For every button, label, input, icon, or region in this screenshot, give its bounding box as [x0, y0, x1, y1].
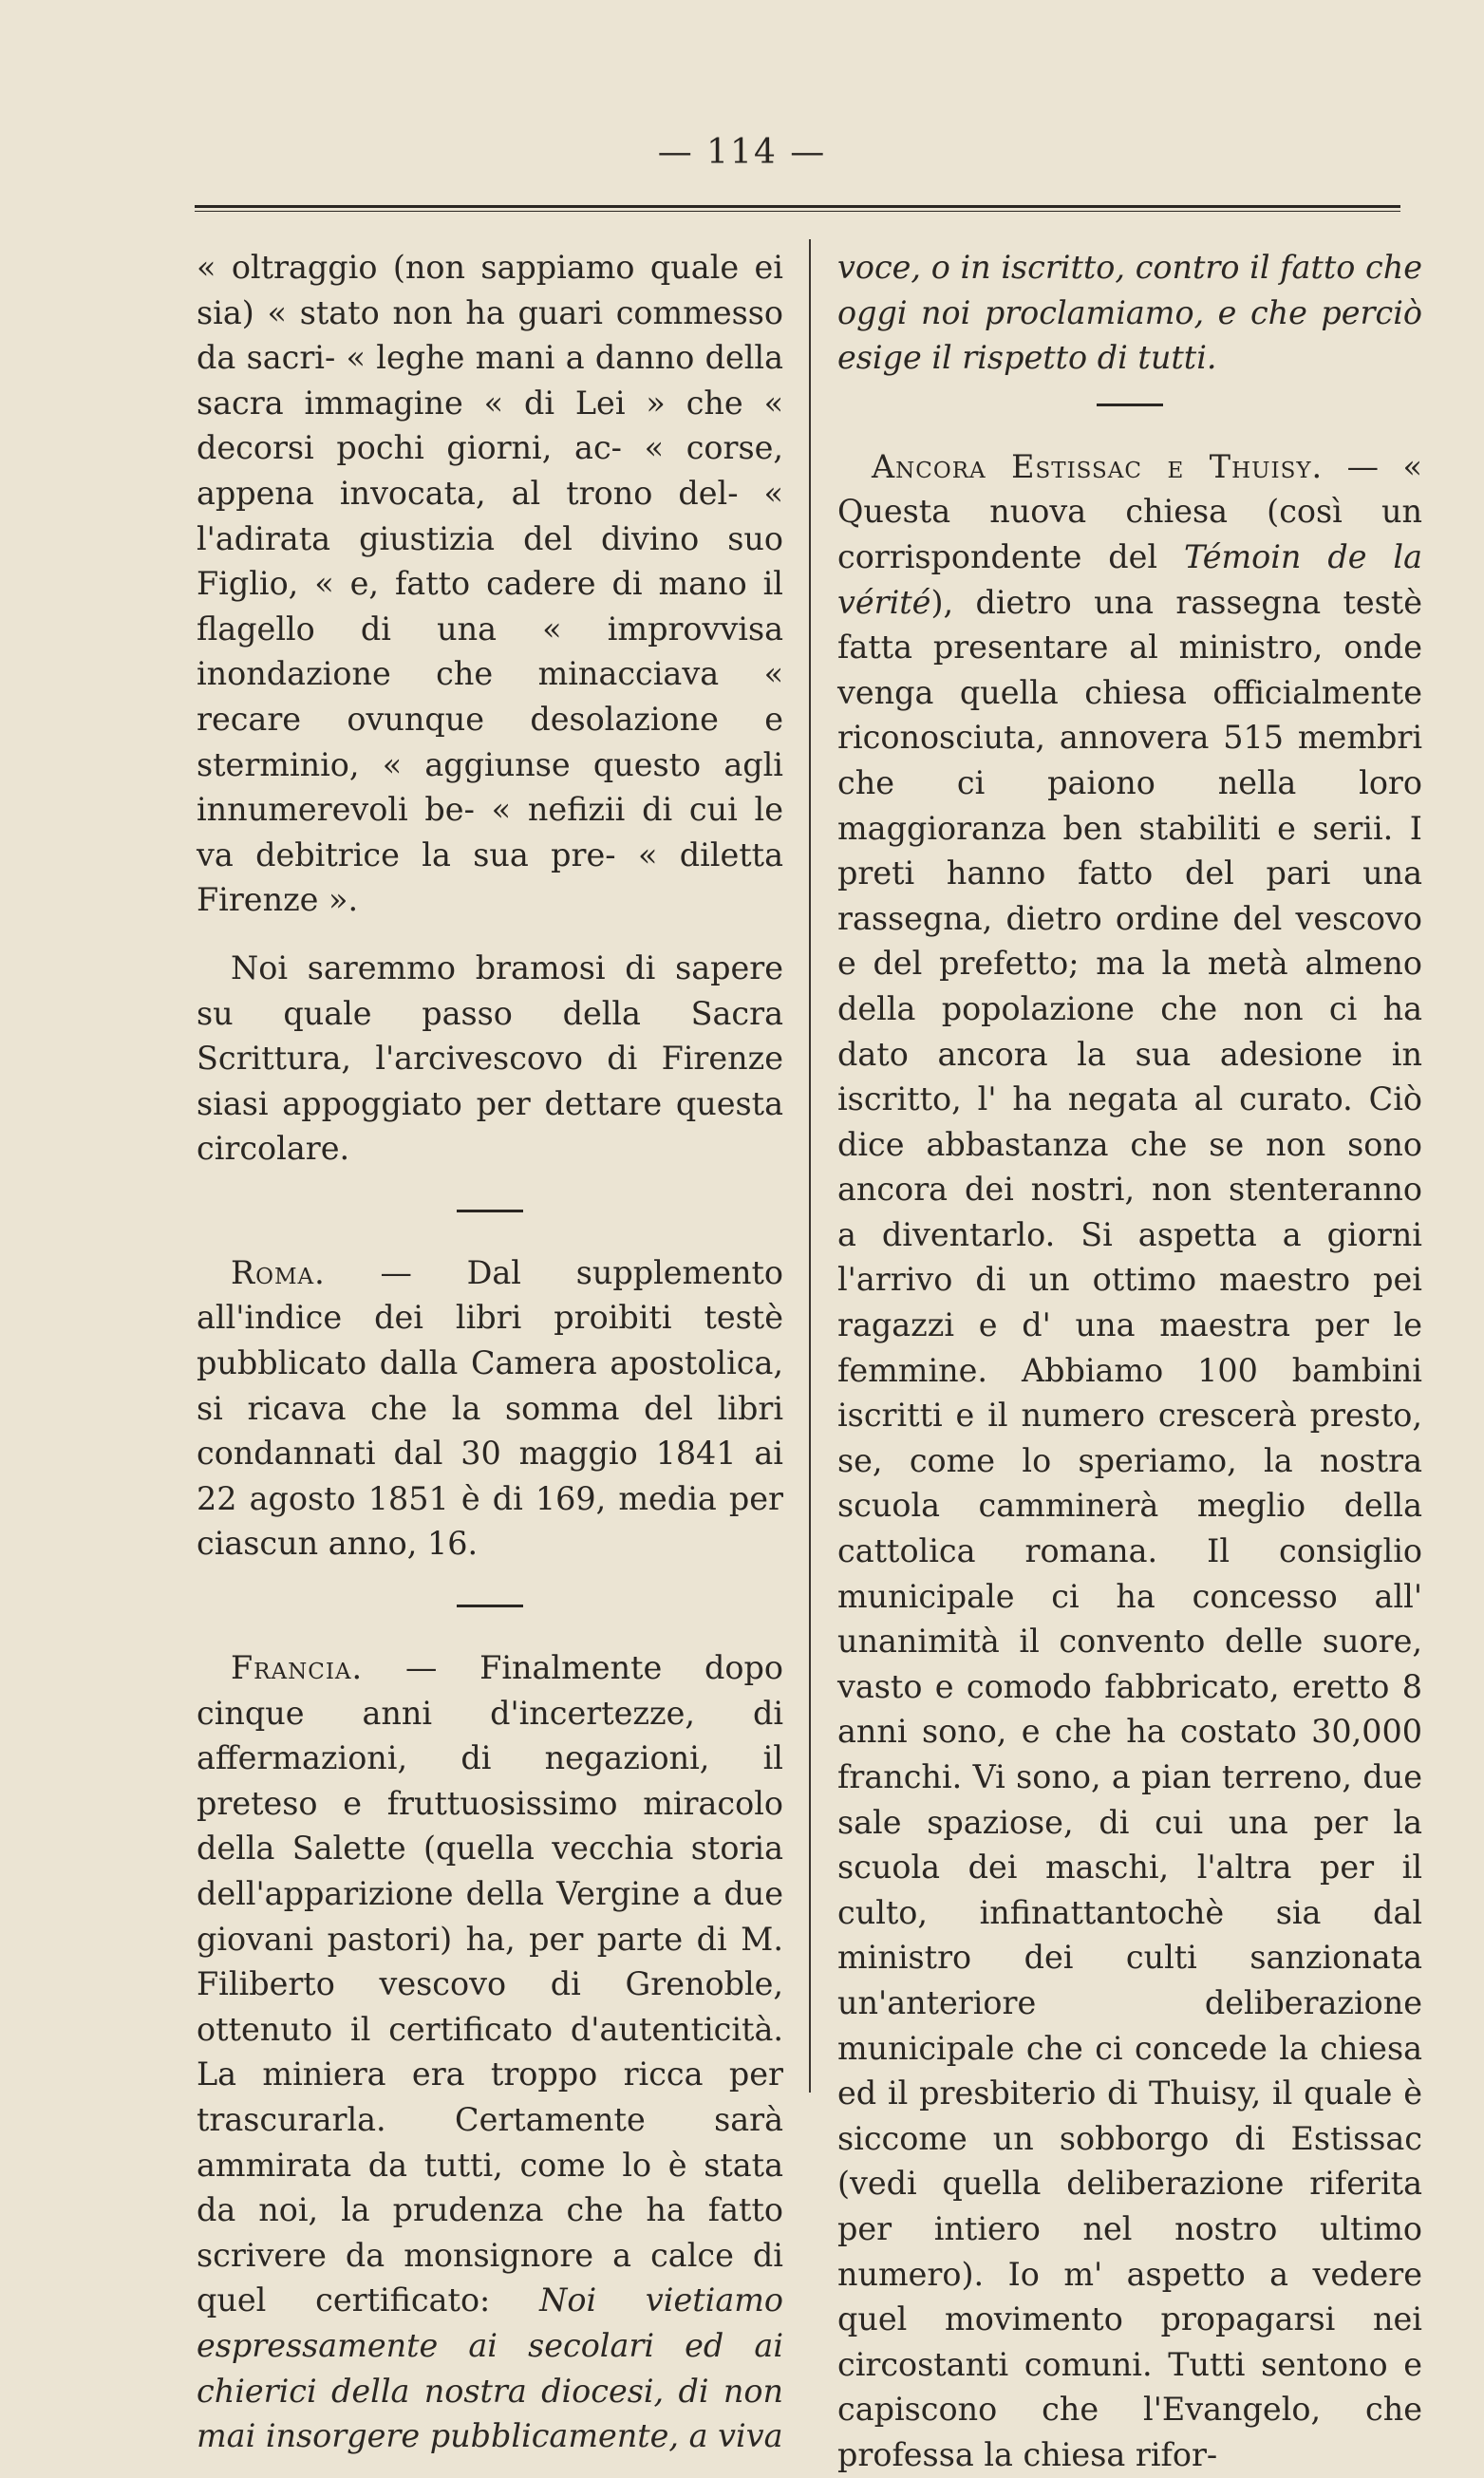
- ancora-heading: Ancora Estissac e Thuisy.: [872, 447, 1324, 485]
- ancora-italic-title: Témoin de la vérité: [837, 537, 1423, 621]
- left-column: [197, 245, 783, 2459]
- francia-italic-text: Noi vietiamo espressamente ai secolari ed ai chierici della nostra diocesi, di non mai insorgere pubblicamente, a viva: [197, 2281, 784, 2455]
- quote-paragraph: « oltraggio (non sappiamo quale ei sia) « stato non ha guari commesso da sacri- « leghe mani a danno della sacra immagine « di Lei » che « decorsi pochi giorni, ac- « corse, appena invocata, al trono del- « l'adirata giustizia del divino suo Figlio, « e, fatto cadere di mano il flagello di una « improvvisa inondazione che minacciava « recare ovunque desolazione e sterminio, « aggiunse questo agli innumerevoli be- « nefizii di cui le va debitrice la sua pre- « diletta Firenze ».: [197, 249, 783, 919]
- francia-heading: Francia.: [231, 1649, 364, 1687]
- header-rule: [195, 205, 1400, 212]
- francia-text: — Finalmente dopo cinque anni d'incertezze, di affermazioni, di negazioni, il preteso e fruttuosissimo miracolo della Salette (quella vecchia storia dell'apparizione della Vergine a due giovani pastori) ha, per parte di M. Filiberto vescovo di Grenoble, ottenuto il certificato d'autenticità. La miniera era troppo ricca per trascurarla. Certamente sarà ammirata da tutti, come lo è stata da noi, la prudenza che ha fatto scrivere da monsignore a calce di quel certificato:: [197, 1649, 783, 2319]
- continued-quote: voce, o in iscritto, contro il fatto che oggi noi proclamiamo, e che perciò esige il rispetto di tutti.: [837, 249, 1422, 377]
- page-number: — 114 —: [657, 133, 827, 172]
- roma-heading: Roma.: [231, 1253, 326, 1291]
- francia-paragraph: [197, 1645, 783, 2459]
- right-column: [837, 245, 1422, 2478]
- ancora-text-1: — « Questa nuova chiesa (così un corrispondente del: [837, 447, 1422, 575]
- roma-text: — Dal supplemento all'indice dei libri proibiti testè pubblicato dalla Camera apostolica, si ricava che la somma del libri condannati dal 30 maggio 1841 ai 22 agosto 1851 è di 169, media per ciascun anno, 16.: [197, 1253, 783, 1563]
- roma-paragraph: [197, 1250, 783, 1567]
- column-divider: [809, 239, 811, 2093]
- comment-paragraph: Noi saremmo bramosi di sapere su quale passo della Sacra Scrittura, l'arcivescovo di Firenze siasi appoggiato per dettare questa circolare.: [197, 948, 783, 1168]
- ancora-paragraph: [837, 444, 1422, 2478]
- ancora-text-2: ), dietro una rassegna testè fatta presentare al ministro, onde venga quella chiesa officialmente riconosciuta, annovera 515 membri che ci paiono nella loro maggioranza ben stabiliti e serii. I preti hanno fatto del pari una rassegna, dietro ordine del vescovo e del prefetto; ma la metà almeno della popolazione che non ci ha dato ancora la sua adesione in iscritto, l' ha negata al curato. Ciò dice abbastanza che se non sono ancora dei nostri, non stenteranno a diventarlo. Si aspetta a giorni l'arrivo di un ottimo maestro pei ragazzi e d' una maestra per le femmine. Abbiamo 100 bambini iscritti e il numero crescerà presto, se, come lo speriamo, la nostra scuola camminerà meglio della cattolica romana. Il consiglio municipale ci ha concesso all' unanimità il convento delle suore, vasto e comodo fabbricato, eretto 8 anni sono, e che ha costato 30,000 franchi. Vi sono, a pian terreno, due sale spaziose, di cui una per la scuola dei maschi, l'altra per il culto, infinattantochè sia dal ministro dei culti sanzionata un'anteriore deliberazione municipale che ci concede la chiesa ed il presbiterio di Thuisy, il quale è siccome un sobborgo di Estissac (vedi quella deliberazione riferita per intiero nel nostro ultimo numero). Io m' aspetto a vedere quel movimento propagarsi nei circostanti comuni. Tutti sentono e capiscono che l'Evangelo, che professa la chiesa rifor-: [837, 583, 1422, 2473]
